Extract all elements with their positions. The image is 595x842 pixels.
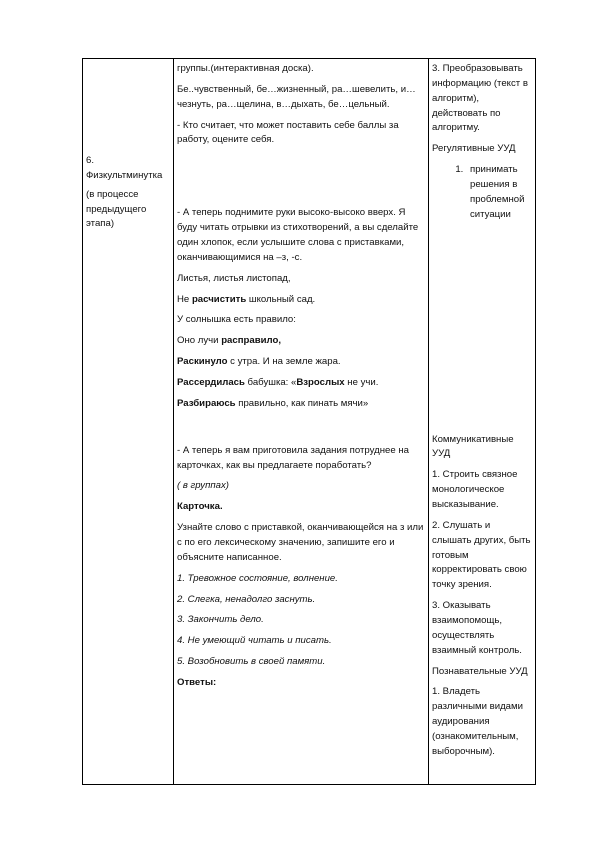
paragraph: ( в группах) bbox=[177, 480, 229, 492]
poem-line: Листья, листья листопад, bbox=[177, 272, 291, 284]
poem-line: У солнышка есть правило: bbox=[177, 314, 296, 326]
highlighted-word: расчистить bbox=[191, 293, 247, 305]
section-title: Регулятивные УУД bbox=[432, 143, 516, 155]
skill-item: 3. Оказывать взаимопомощь, осуществлять взаимный контроль. bbox=[432, 600, 522, 656]
poem-line: Не расчистить школьный сад. bbox=[177, 293, 316, 305]
card-item: 2. Слегка, ненадолго заснуть. bbox=[177, 593, 316, 605]
section-title: Коммуникативные УУД bbox=[432, 433, 514, 460]
paragraph: - А теперь поднимите руки высоко-высоко вверх. Я буду читать отрывки из стихотворений, а вы сделайте один хлопок, если услышите слова с приставками, оканчивающимися на –з, -с. bbox=[177, 207, 419, 263]
card-task: Узнайте слово с приставкой, оканчивающейся на з или с по его лексическому значению, запишите его и объясните написанное. bbox=[177, 522, 424, 563]
regulative-list bbox=[432, 163, 532, 222]
card-item: 4. Не умеющий читать и писать. bbox=[177, 635, 332, 647]
content-cell bbox=[174, 59, 429, 785]
poem-line: Раскинуло с утра. И на земле жара. bbox=[177, 356, 341, 368]
skill-item: 2. Слушать и слышать других, быть готовым корректировать свою точку зрения. bbox=[432, 519, 531, 591]
poem-line: Оно лучи расправило, bbox=[177, 335, 281, 347]
highlighted-word: Рассердилась bbox=[177, 377, 245, 389]
highlighted-word: расправило, bbox=[221, 335, 281, 347]
highlighted-word: Раскинуло bbox=[177, 356, 228, 368]
stage-number: 6. bbox=[86, 155, 95, 166]
table-row bbox=[83, 59, 536, 785]
skill-item: 1. Владеть различными видами аудирования (ознакомительным, выборочным). bbox=[432, 686, 523, 757]
answers-label: Ответы: bbox=[177, 677, 217, 689]
stage-cell bbox=[83, 59, 174, 785]
poem-line: Рассердилась бабушка: «Взрослых не учи. bbox=[177, 377, 379, 389]
paragraph: группы.(интерактивная доска). bbox=[177, 63, 314, 74]
poem-line: Разбираюсь правильно, как пинать мячи» bbox=[177, 397, 369, 409]
paragraph: - Кто считает, что может поставить себе баллы за работу, оцените себя. bbox=[177, 119, 399, 146]
stage-note: (в процессе предыдущего этапа) bbox=[86, 188, 147, 230]
card-item: 5. Возобновить в своей памяти. bbox=[177, 656, 326, 668]
highlighted-word: Взрослых bbox=[296, 377, 345, 389]
word-list: Бе..чувственный, бе…жизненный, ра…шевелить, и…чезнуть, ра…щелина, в…дыхать, бе…цельный. bbox=[177, 83, 416, 110]
stage-title: Физкультминутка bbox=[86, 169, 163, 181]
card-title: Карточка. bbox=[177, 501, 223, 513]
skills-cell bbox=[429, 59, 536, 785]
lesson-table bbox=[82, 58, 536, 785]
skill-item: 3. Преобразовывать информацию (текст в алгоритм), действовать по алгоритму. bbox=[432, 63, 528, 134]
paragraph: - А теперь я вам приготовила задания потруднее на карточках, как вы предлагаете поработать? bbox=[177, 444, 409, 471]
skill-item: 1. Строить связное монологическое высказывание. bbox=[432, 469, 518, 511]
card-item: 3. Закончить дело. bbox=[177, 614, 264, 626]
highlighted-word: Разбираюсь bbox=[177, 397, 236, 409]
card-item: 1. Тревожное состояние, волнение. bbox=[177, 572, 338, 584]
section-title: Познавательные УУД bbox=[432, 665, 528, 677]
list-item: 1. принимать решения в проблемной ситуации bbox=[466, 163, 532, 222]
